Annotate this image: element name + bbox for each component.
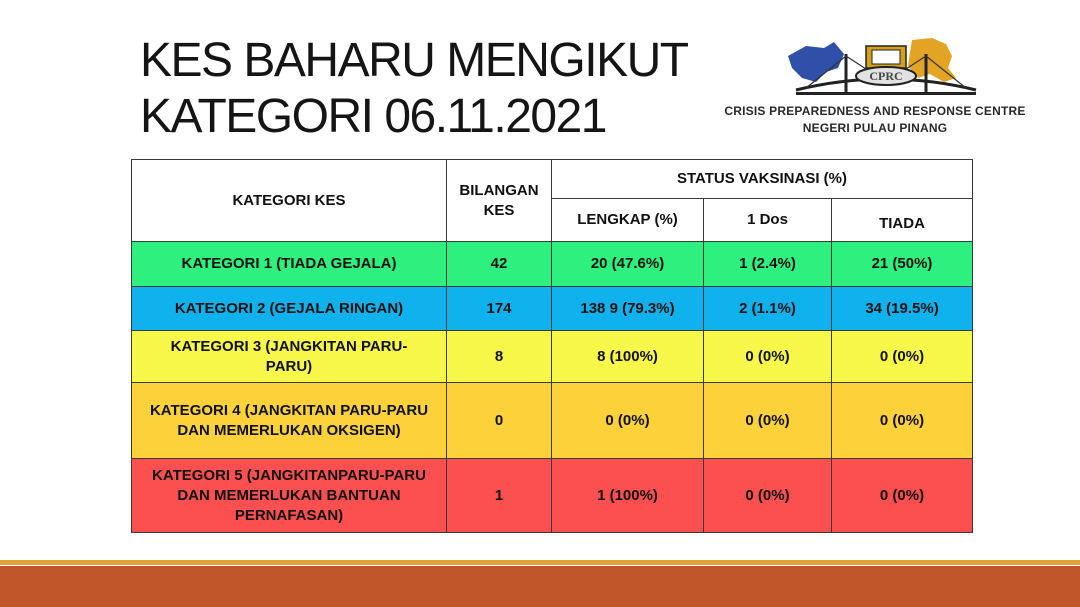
footer-accent-bar	[0, 560, 1080, 565]
header-1-dos: 1 Dos	[704, 199, 832, 242]
cell-kategori	[132, 287, 447, 331]
cprc-logo-emblem	[786, 38, 986, 100]
slide-title-line2: KATEGORI 06.11.2021	[140, 90, 606, 143]
cell-kategori-line: PARU)	[265, 357, 313, 375]
cell-lengkap: 20 (47.6%)	[552, 242, 704, 287]
cases-by-category-table	[131, 159, 973, 533]
slide-title-line1: KES BAHARU MENGIKUT	[140, 34, 688, 87]
slide-title	[140, 33, 688, 145]
org-name-line2: NEGERI PULAU PINANG	[802, 121, 948, 135]
cell-kategori-line: DAN MEMERLUKAN BANTUAN	[177, 486, 401, 504]
table-row	[132, 459, 973, 533]
header-tiada-label: TIADA	[879, 215, 925, 232]
cell-kategori-line: KATEGORI 2 (GEJALA RINGAN)	[174, 299, 404, 317]
cell-kategori	[132, 383, 447, 459]
table-row	[132, 287, 973, 331]
cell-kategori-line: KATEGORI 4 (JANGKITAN PARU-PARU	[149, 401, 429, 419]
cell-kategori	[132, 242, 447, 287]
cprc-logo-block	[720, 38, 1030, 138]
cell-tiada: 0 (0%)	[832, 383, 973, 459]
cell-1-dos: 0 (0%)	[704, 383, 832, 459]
table-body	[132, 242, 973, 533]
cell-tiada: 0 (0%)	[832, 331, 973, 383]
header-tiada	[832, 199, 973, 242]
cell-1-dos: 1 (2.4%)	[704, 242, 832, 287]
header-bilangan-line2: KES	[483, 201, 515, 219]
cell-bilangan: 42	[447, 242, 552, 287]
cell-bilangan: 1	[447, 459, 552, 533]
header-bilangan-kes	[447, 160, 552, 242]
cprc-logo-text: CPRC	[869, 69, 903, 83]
cell-1-dos: 2 (1.1%)	[704, 287, 832, 331]
cell-lengkap: 8 (100%)	[552, 331, 704, 383]
table-row	[132, 331, 973, 383]
header-kategori-kes: KATEGORI KES	[132, 160, 447, 242]
cell-lengkap: 138 9 (79.3%)	[552, 287, 704, 331]
cell-kategori-line: KATEGORI 1 (TIADA GEJALA)	[181, 255, 397, 272]
footer-bar	[0, 566, 1080, 607]
cell-1-dos: 0 (0%)	[704, 331, 832, 383]
cell-bilangan: 0	[447, 383, 552, 459]
cell-tiada: 0 (0%)	[832, 459, 973, 533]
cell-tiada: 34 (19.5%)	[832, 287, 973, 331]
cell-lengkap: 1 (100%)	[552, 459, 704, 533]
cell-bilangan: 8	[447, 331, 552, 383]
cell-kategori-line: DAN MEMERLUKAN OKSIGEN)	[177, 421, 401, 439]
header-status-vaksinasi: STATUS VAKSINASI (%)	[552, 160, 973, 199]
cell-lengkap: 0 (0%)	[552, 383, 704, 459]
cell-tiada: 21 (50%)	[832, 242, 973, 287]
cell-kategori-line: PERNAFASAN)	[234, 506, 344, 524]
cell-kategori-line: KATEGORI 3 (JANGKITAN PARU-	[170, 337, 408, 355]
table-row	[132, 242, 973, 287]
cell-kategori	[132, 331, 447, 383]
cell-kategori	[132, 459, 447, 533]
header-bilangan-line1: BILANGAN	[459, 181, 539, 199]
header-lengkap: LENGKAP (%)	[552, 199, 704, 242]
org-name-line1: CRISIS PREPAREDNESS AND RESPONSE CENTRE	[724, 104, 1026, 118]
cell-kategori-line: KATEGORI 5 (JANGKITANPARU-PARU	[152, 466, 426, 484]
cell-bilangan: 174	[447, 287, 552, 331]
cell-1-dos: 0 (0%)	[704, 459, 832, 533]
table-row	[132, 383, 973, 459]
